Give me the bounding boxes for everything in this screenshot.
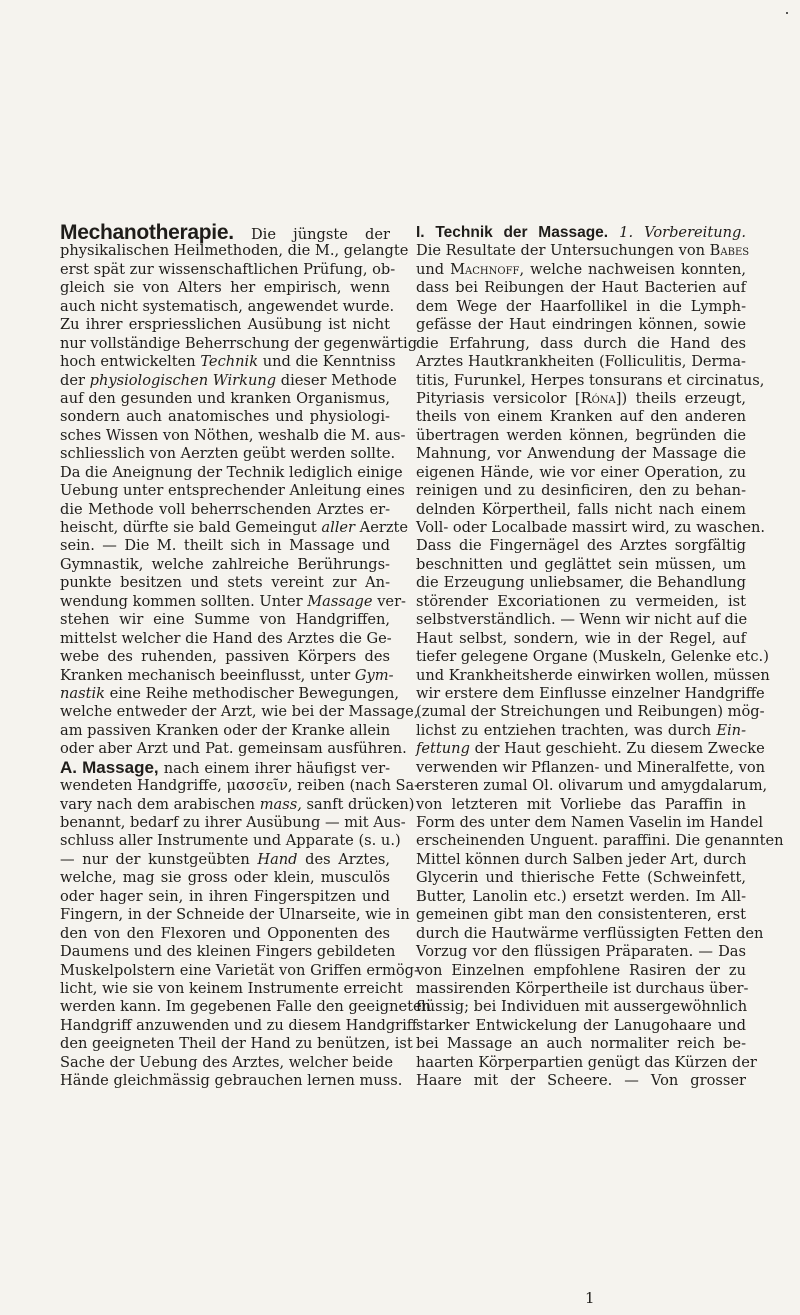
- text-line: den geeigneten Theil der Hand zu benützen, ist: [60, 1035, 413, 1053]
- text-line: Uebung unter entsprechender Anleitung eines: [60, 482, 405, 500]
- page-number: 1: [585, 1289, 595, 1307]
- text-line: schluss aller Instrumente und Apparate (s. u.): [60, 832, 401, 850]
- text-line: wir erstere dem Einflusse einzelner Handgriffe: [416, 684, 765, 702]
- text-line: massirenden Körpertheile ist durchaus über-: [416, 979, 749, 997]
- text-line: Voll- oder Localbade massirt wird, zu waschen.: [416, 519, 766, 536]
- text-line: dass bei Reibungen der Haut Bacterien auf: [416, 279, 746, 297]
- text-line: [416, 1091, 746, 1109]
- text-line: fettung der Haut geschieht. Zu diesem Zwecke: [416, 740, 765, 758]
- left-column: [60, 221, 432, 1091]
- text-line: schliesslich von Aerzten geübt werden sollte.: [60, 445, 396, 463]
- text-line: erscheinenden Unguent. paraffini. Die genannten: [416, 832, 784, 850]
- text-line: licht, wie sie von keinem Instrumente erreicht: [60, 979, 403, 997]
- text-line: heischt, dürfte sie bald Gemeingut aller Aerzte: [60, 519, 409, 536]
- text-line: Arztes Hautkrankheiten (Folliculitis, Derma-: [416, 353, 746, 371]
- text-line: wendeten Handgriffe, μασσεῖν, reiben (nach Sa-: [60, 777, 420, 795]
- text-line: lichst zu entziehen trachten, was durch Ein-: [416, 721, 747, 739]
- text-line: punkte besitzen und stets vereint zur An-: [60, 574, 390, 592]
- text-line: welche, mag sie gross oder klein, musculös: [60, 869, 390, 887]
- text-line: Mittel können durch Salben jeder Art, durch: [416, 850, 747, 868]
- text-line: selbstverständlich. — Wenn wir nicht auf die: [416, 611, 748, 629]
- text-line: Dass die Fingernägel des Arztes sorgfältig: [416, 537, 746, 555]
- text-line: hoch entwickelten Technik und die Kenntniss: [60, 353, 396, 371]
- section-heading-massage: A. Massage,: [60, 757, 159, 777]
- text-line: auf den gesunden und kranken Organismus,: [60, 389, 390, 407]
- text-line: Die Resultate der Untersuchungen von Babes: [416, 242, 750, 260]
- text-line: mittelst welcher die Hand des Arztes die Ge-: [60, 629, 392, 647]
- text-line: Da die Aneignung der Technik lediglich einige: [60, 463, 403, 481]
- text-line: bei Massage an auch normaliter reich be-: [416, 1035, 746, 1053]
- text-line: Vorzug vor den flüssigen Präparaten. — Das: [416, 943, 746, 961]
- text-line: nastik eine Reihe methodischer Bewegungen,: [60, 684, 400, 702]
- text-line: und Machnoff, welche nachweisen konnten,: [416, 260, 746, 278]
- text-line: haarten Körperpartien genügt das Kürzen der: [416, 1053, 757, 1071]
- text-line: störender Excoriationen zu vermeiden, ist: [416, 592, 746, 610]
- text-line: flüssig; bei Individuen mit aussergewöhnlich: [416, 998, 748, 1016]
- text-line: titis, Furunkel, Herpes tonsurans et circinatus,: [416, 371, 765, 389]
- text-line: Mahnung, vor Anwendung der Massage die: [416, 445, 746, 463]
- text-line: und Krankheitsherde einwirken wollen, müssen: [416, 666, 770, 684]
- text-line: oder hager sein, in ihren Fingerspitzen und: [60, 887, 390, 905]
- article-heading: Mechanotherapie.: [60, 221, 234, 244]
- text-line: Daumens und des kleinen Fingers gebildeten: [60, 943, 396, 961]
- text-line: Muskelpolstern eine Varietät von Griffen ermög-: [60, 961, 419, 979]
- text-line: Hände gleichmässig gebrauchen lernen muss.: [60, 1072, 403, 1090]
- text-line: gefässe der Haut eindringen können, sowie: [416, 316, 746, 334]
- text-line: sein. — Die M. theilt sich in Massage und: [60, 537, 390, 555]
- text-line: Zu ihrer erspriesslichen Ausübung ist nicht: [60, 316, 390, 334]
- text-line: webe des ruhenden, passiven Körpers des: [60, 648, 390, 666]
- text-line: delnden Körpertheil, falls nicht nach einem: [416, 500, 746, 518]
- text-line: die Methode voll beherrschenden Arztes er-: [60, 500, 390, 518]
- text-line: Glycerin und thierische Fette (Schweinfett,: [416, 869, 746, 887]
- text-line: Handgriff anzuwenden und zu diesem Handgriff: [60, 1016, 418, 1034]
- text-line: ersteren zumal Ol. olivarum und amygdalarum,: [416, 777, 768, 795]
- text-line: Haut selbst, sondern, wie in der Regel, auf: [416, 629, 746, 647]
- text-line: (zumal der Streichungen und Reibungen) mög-: [416, 703, 765, 721]
- text-line: nur vollständige Beherrschung der gegenwärtig: [60, 334, 418, 352]
- text-line: Haare mit der Scheere. — Von grosser: [416, 1072, 746, 1090]
- text-line: — nur der kunstgeübten Hand des Arztes,: [60, 850, 391, 868]
- text-line: dem Wege der Haarfollikel in die Lymph-: [416, 297, 746, 315]
- text-line: eigenen Hände, wie vor einer Operation, zu: [416, 463, 746, 481]
- text-line: Kranken mechanisch beeinflusst, unter Gym-: [60, 666, 394, 684]
- text-line: am passiven Kranken oder der Kranke allein: [60, 721, 391, 739]
- text-line: reinigen und zu desinficiren, den zu behan-: [416, 482, 746, 500]
- text-line: [416, 224, 746, 242]
- text-line: gemeinen gibt man den consistenteren, erst: [416, 906, 746, 924]
- text-line: erst spät zur wissenschaftlichen Prüfung, ob-: [60, 260, 396, 278]
- text-line: Sache der Uebung des Arztes, welcher beide: [60, 1053, 394, 1071]
- text-line: die Erzeugung unliebsamer, die Behandlung: [416, 574, 746, 592]
- text-line: verwenden wir Pflanzen- und Mineralfette, von: [416, 758, 766, 776]
- text-line: Mechanotherapie. Die jüngste der: [60, 221, 390, 244]
- text-line: Pityriasis versicolor [Róna]) theils erzeugt,: [416, 389, 746, 407]
- text-line: starker Entwickelung der Lanugohaare und: [416, 1016, 746, 1034]
- text-line: gleich sie von Alters her empirisch, wenn: [60, 279, 390, 297]
- text-line: vary nach dem arabischen mass, sanft drücken): [60, 795, 415, 813]
- text-line: sches Wissen von Nöthen, weshalb die M. aus-: [60, 426, 406, 444]
- text-line: welche entweder der Arzt, wie bei der Massage,: [60, 703, 419, 721]
- text-line: werden kann. Im gegebenen Falle den geeigneten: [60, 998, 432, 1016]
- text-line: Butter, Lanolin etc.) ersetzt werden. Im All-: [416, 887, 746, 905]
- text-line: stehen wir eine Summe von Handgriffen,: [60, 611, 390, 629]
- ink-speck: [786, 12, 788, 14]
- text-line: wendung kommen sollten. Unter Massage ver-: [60, 592, 406, 610]
- text-line: der physiologischen Wirkung dieser Methode: [60, 371, 397, 389]
- text-line: von Einzelnen empfohlene Rasiren der zu: [416, 961, 746, 979]
- right-column: [416, 224, 784, 1109]
- text-line: benannt, bedarf zu ihrer Ausübung — mit Aus-: [60, 814, 406, 831]
- text-line: oder aber Arzt und Pat. gemeinsam ausführen.: [60, 740, 407, 758]
- text-line: tiefer gelegene Organe (Muskeln, Gelenke etc.): [416, 648, 769, 666]
- text-line: sondern auch anatomisches und physiologi-: [60, 408, 390, 426]
- subsection-heading: 1. Vorbereitung.: [619, 224, 746, 241]
- text-line: beschnitten und geglättet sein müssen, um: [416, 555, 746, 573]
- text-line: Fingern, in der Schneide der Ulnarseite, wie in: [60, 906, 410, 924]
- text-line: physikalischen Heilmethoden, die M., gelangte: [60, 242, 409, 260]
- text-line: übertragen werden können, begründen die: [416, 426, 746, 444]
- text-line: durch die Hautwärme verflüssigten Fetten den: [416, 924, 764, 942]
- text-line: Gymnastik, welche zahlreiche Berührungs-: [60, 555, 390, 573]
- text-line: auch nicht systematisch, angewendet wurde.: [60, 297, 395, 315]
- text-line: von letzteren mit Vorliebe das Paraffin in: [416, 795, 746, 813]
- text-line: A. Massage, nach einem ihrer häufigst ver-: [60, 757, 391, 777]
- text-line: die Erfahrung, dass durch die Hand des: [416, 334, 746, 352]
- text-line: den von den Flexoren und Opponenten des: [60, 924, 390, 942]
- text-line: theils von einem Kranken auf den anderen: [416, 408, 746, 426]
- text-line: Form des unter dem Namen Vaselin im Handel: [416, 814, 764, 831]
- section-heading-technik: I. Technik der Massage.: [416, 224, 609, 241]
